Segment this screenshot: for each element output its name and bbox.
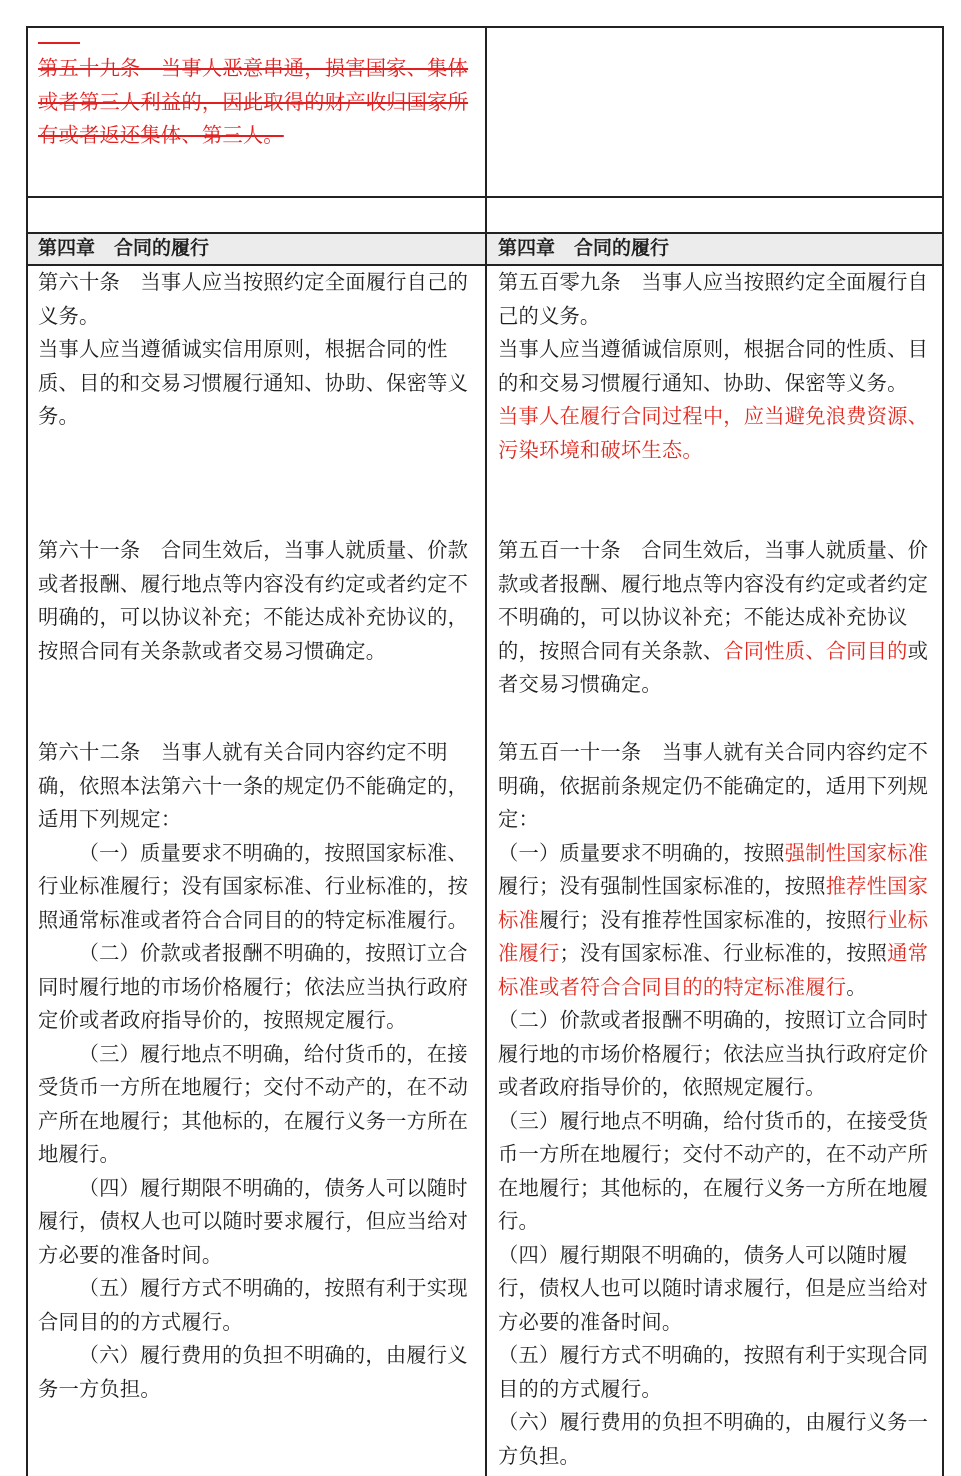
article-510-added-text: 合同性质、合同目的: [723, 638, 908, 663]
item-added-text: 推荐性国家标准: [498, 874, 929, 932]
article-62-item: （一）质量要求不明确的，按照国家标准、行业标准履行；没有国家标准、行业标准的，按照通常标准或者符合合同目的的特定标准履行。: [38, 840, 469, 932]
deleted-article-text: 第五十九条 当事人恶意串通，损害国家、集体或者第三人利益的，因此取得的财产收归国家所有或者返还集体、第三人。: [38, 56, 469, 147]
article-509-para-1: 第五百零九条 当事人应当按照约定全面履行自己的义务。: [498, 270, 929, 328]
article-60-para-2: 当事人应当遵循诚实信用原则，根据合同的性质、目的和交易习惯履行通知、协助、保密等义务。: [38, 337, 469, 428]
article-509-para-3-new: 当事人在履行合同过程中，应当避免浪费资源、污染环境和破坏生态。: [498, 404, 929, 462]
article-511-item: （三）履行地点不明确，给付货币的，在接受货币一方所在地履行；交付不动产的，在不动产所在地履行；其他标的，在履行义务一方所在地履行。: [498, 1108, 929, 1233]
article-510: [498, 534, 936, 702]
comparison-table: [26, 26, 944, 1476]
item-added-text: 强制性国家标准: [784, 840, 929, 865]
item-text: 履行；没有推荐性国家标准的，按照: [538, 907, 867, 932]
column-divider: [485, 28, 487, 1476]
article-511-item-1: [498, 837, 936, 1005]
article-510-text: 第五百一十条 合同生效后，当事人就质量、价款或者报酬、履行地点等内容没有约定或者约定不明确的，可以协议补充；不能达成补充协议的，按照合同有关条款、: [498, 538, 929, 663]
article-62: [38, 736, 478, 1406]
chapter-title-right: 第四章 合同的履行: [498, 237, 670, 259]
article-511-intro: 第五百一十一条 当事人就有关合同内容约定不明确，依据前条规定仍不能确定的，适用下列规定：: [498, 740, 929, 831]
article-62-item: （四）履行期限不明确的，债务人可以随时履行，债权人也可以随时要求履行，但应当给对方必要的准备时间。: [38, 1175, 469, 1267]
item-added-text: 通常标准或者符合合同目的的特定标准履行: [498, 941, 929, 999]
chapter-title-left: 第四章 合同的履行: [38, 237, 210, 259]
article-62-item: （二）价款或者报酬不明确的，按照订立合同时履行地的市场价格履行；依法应当执行政府定价或者政府指导价的，按照规定履行。: [38, 941, 469, 1032]
article-511: [498, 736, 936, 1473]
article-511-item: （二）价款或者报酬不明确的，按照订立合同时履行地的市场价格履行；依法应当执行政府定价或者政府指导价的，依照规定履行。: [498, 1008, 929, 1099]
article-62-item: （三）履行地点不明确，给付货币的，在接受货币一方所在地履行；交付不动产的，在不动产所在地履行；其他标的，在履行义务一方所在地履行。: [38, 1041, 469, 1166]
left-column: [38, 266, 478, 434]
deleted-article-cell: [38, 28, 478, 153]
item-text: ；没有国家标准、行业标准的，按照: [559, 941, 888, 965]
item-added-text: 行业标准履行: [498, 907, 929, 965]
right-column: [498, 266, 936, 467]
article-511-item: （五）履行方式不明确的，按照有利于实现合同目的的方式履行。: [498, 1343, 929, 1401]
item-text: （一）质量要求不明确的，按照: [498, 840, 785, 865]
item-text: 。: [846, 974, 867, 999]
article-510-text-end: 或者交易习惯确定。: [498, 638, 929, 696]
deletion-mark: [38, 42, 80, 44]
article-62-item: （五）履行方式不明确的，按照有利于实现合同目的的方式履行。: [38, 1276, 468, 1334]
article-62-item: （六）履行费用的负担不明确的，由履行义务一方负担。: [38, 1343, 468, 1401]
article-511-item: （四）履行期限不明确的，债务人可以随时履行，债权人也可以随时请求履行，但是应当给对方必要的准备时间。: [498, 1242, 929, 1334]
article-60-para-1: 第六十条 当事人应当按照约定全面履行自己的义务。: [38, 270, 469, 328]
item-text: 履行；没有强制性国家标准的，按照: [498, 874, 826, 898]
article-61: 第六十一条 合同生效后，当事人就质量、价款或者报酬、履行地点等内容没有约定或者约定不明确的，可以协议补充；不能达成补充协议的，按照合同有关条款或者交易习惯确定。: [38, 538, 469, 663]
article-509-para-2: 当事人应当遵循诚信原则，根据合同的性质、目的和交易习惯履行通知、协助、保密等义务。: [498, 337, 929, 395]
article-511-item: （六）履行费用的负担不明确的，由履行义务一方负担。: [498, 1410, 929, 1468]
article-62-intro: 第六十二条 当事人就有关合同内容约定不明确，依照本法第六十一条的规定仍不能确定的，适用下列规定：: [38, 740, 469, 831]
